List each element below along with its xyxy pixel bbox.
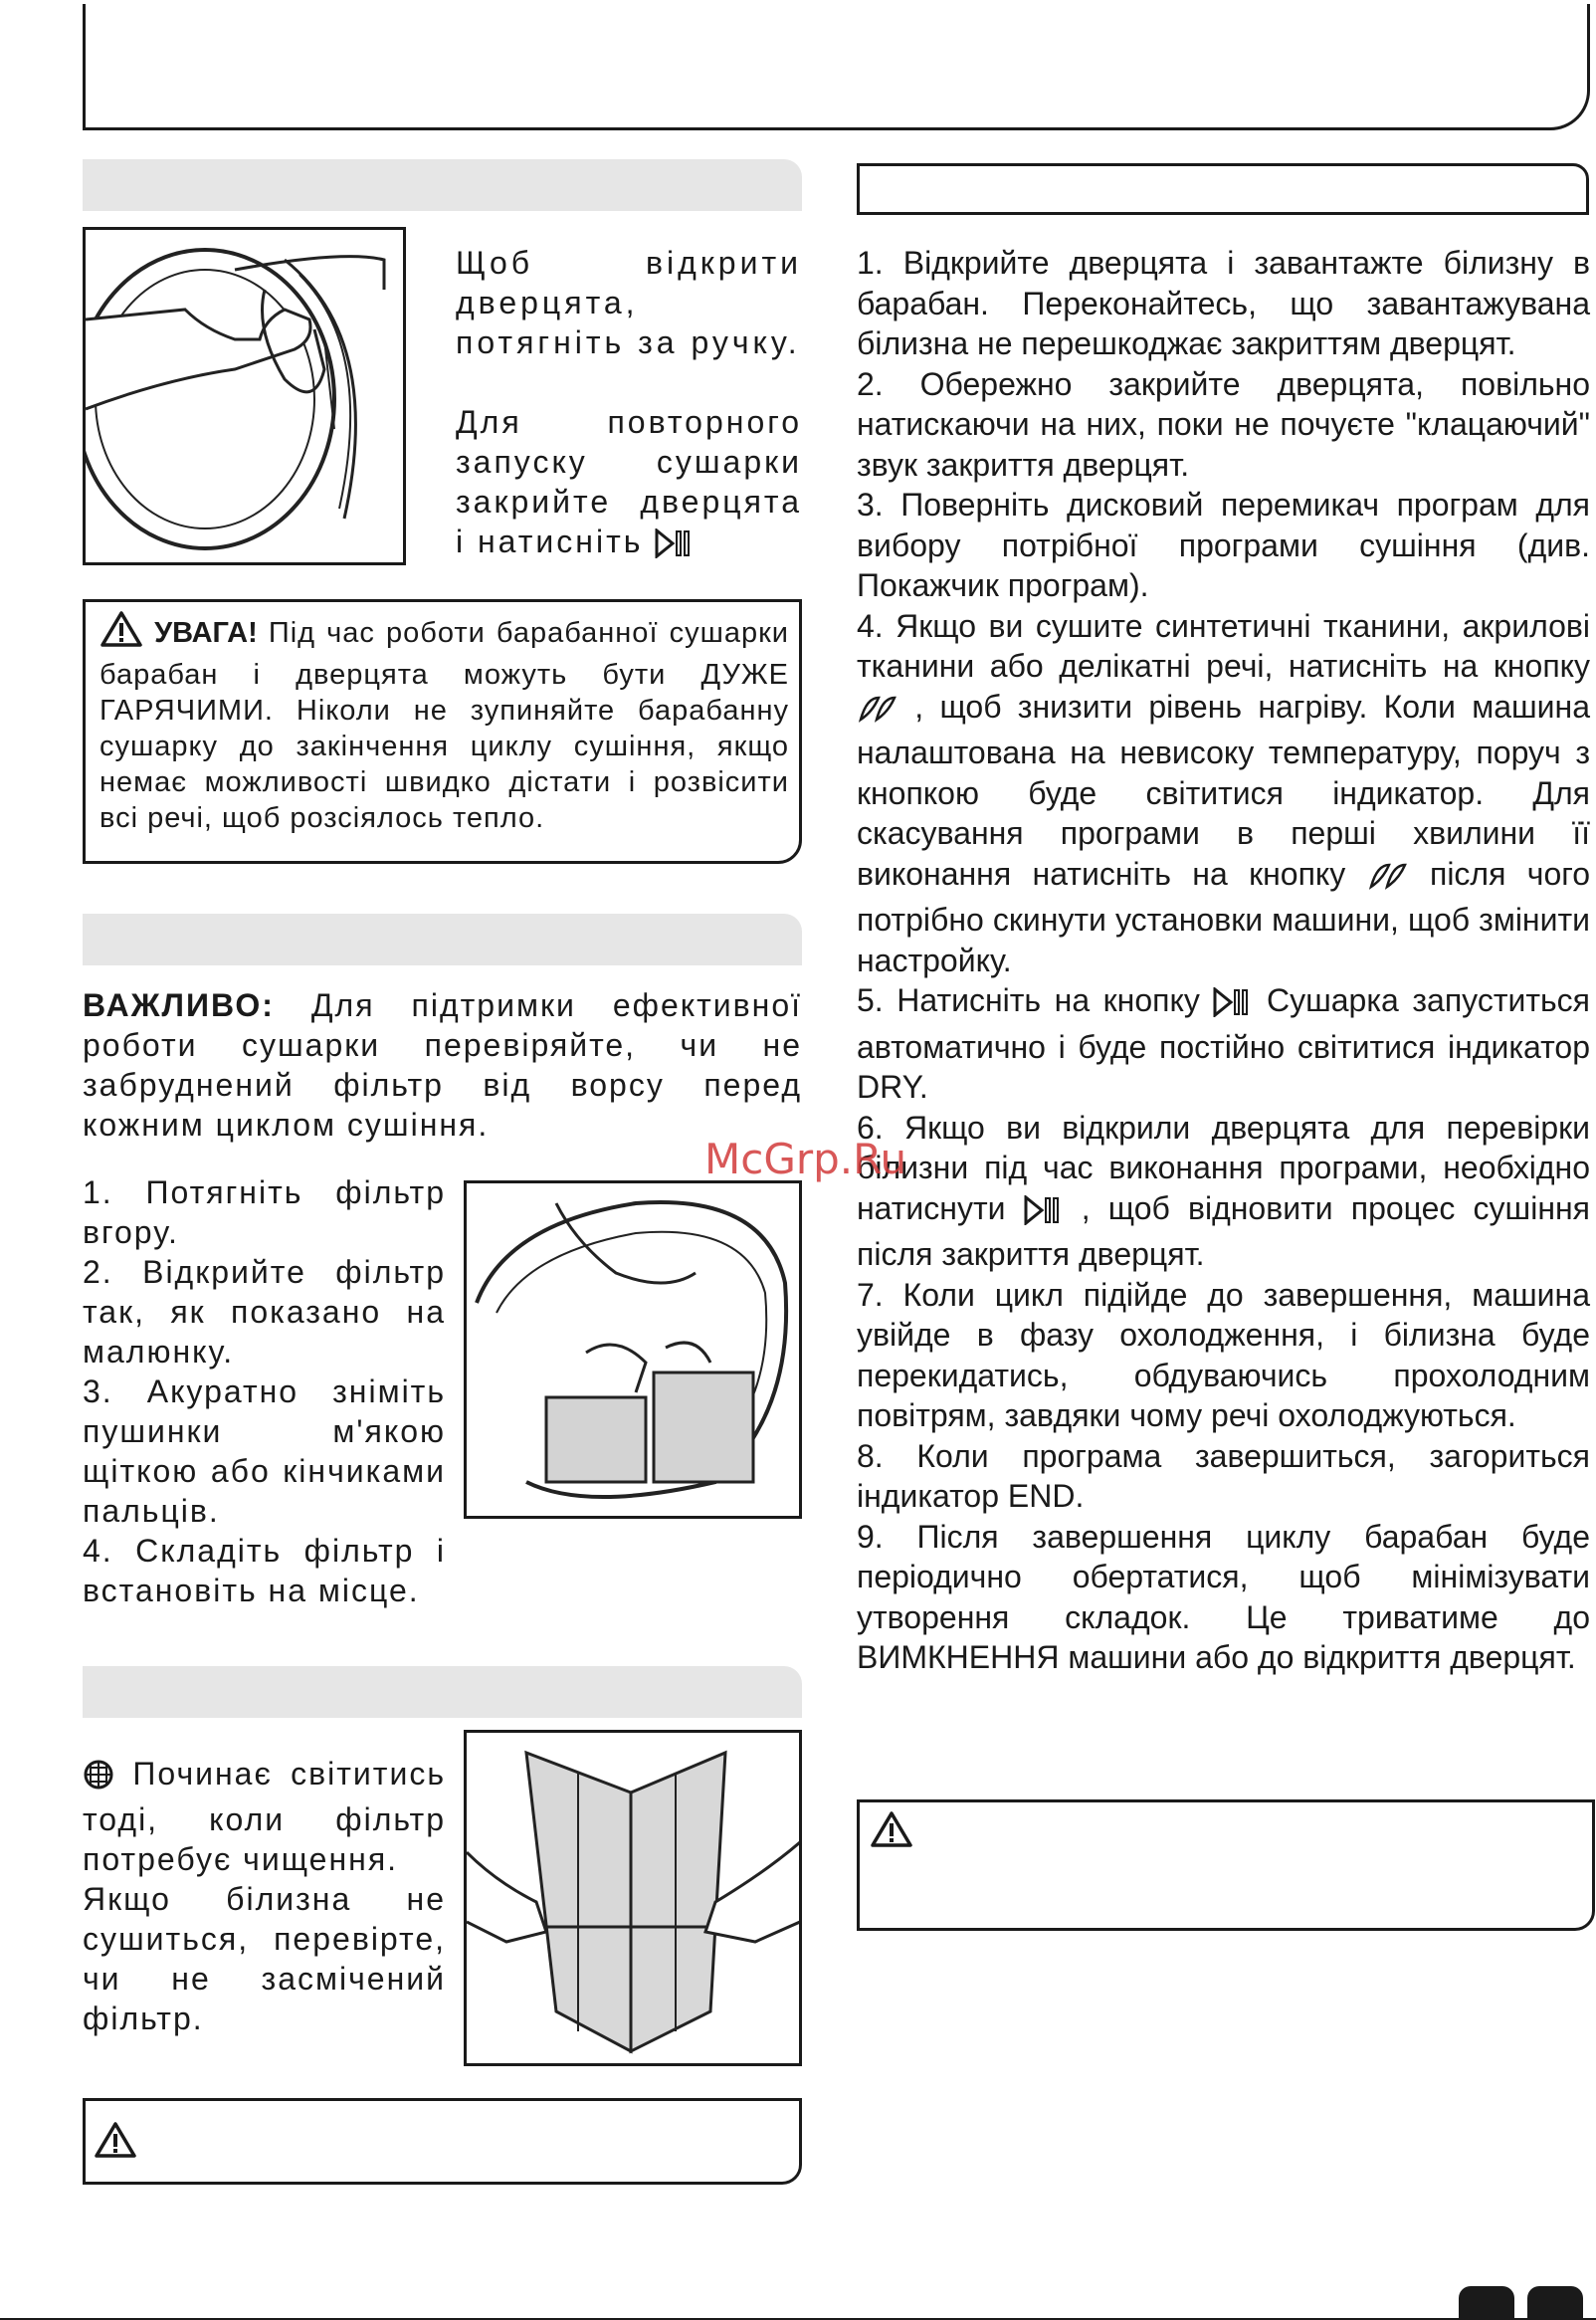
door-restart-text: Для повторного запуску сушарки закрийте дверцята і натисніть [456,404,802,559]
program-step: 8. Коли програма завершиться, загориться індикатор END. [857,1437,1590,1514]
program-step-4 [857,606,1590,981]
watermark: McGrp.Ru [704,1135,907,1183]
program-step-6 [857,1108,1590,1275]
indicator-section-bar [83,1666,802,1718]
filter-step: 1. Потягніть фільтр вгору. [83,1174,446,1250]
important-label: ВАЖЛИВО: [83,987,275,1023]
low-heat-icon [857,693,898,734]
program-step-4a: 4. Якщо ви сушите синтетичні тканини, акрилові тканини або делікатні речі, натисніть на кнопку [857,607,1590,684]
warning-text: Під час роботи барабанної сушарки барабан і дверцята можуть бути ДУЖЕ ГАРЯЧИМИ. Ніколи не зупиняйте барабанну сушарку до закінчення циклу сушіння, якщо немає можливості швидко дістати і розвісити всі речі, щоб розсіялось тепло. [100,617,789,834]
indicator-check-text: Якщо білизна не сушиться, перевірте, чи не засмічений фільтр. [83,1881,446,2036]
page-number-tab-right [1527,2286,1583,2320]
door-illustration [83,227,406,565]
hot-warning-box [83,599,802,864]
program-step-4c: після чого потрібно скинути установки машини, щоб змінити настройку. [857,855,1591,978]
program-step: 7. Коли цикл підійде до завершення, машина увійде в фазу охолодження, і білизна буде перекидатись, обдуваючись прохолодним повітрям, завдяки чому речі охолоджуються. [857,1276,1590,1433]
low-heat-icon [1367,860,1409,901]
program-section-bar [857,163,1589,215]
start-pause-icon [1024,1194,1064,1235]
indicator-text [83,1754,446,2038]
program-step-6a: 6. Якщо ви відкрили дверцята для перевірки білизни під час виконання програми, необхідно натиснути [857,1109,1590,1226]
program-step-5a: 5. Натисніть на кнопку [857,982,1200,1018]
program-steps [857,243,1590,1678]
program-warning-box [857,1799,1595,1931]
filter-steps [83,1172,446,1610]
program-step-5 [857,980,1590,1108]
door-section-bar [83,159,802,211]
program-step: 9. Після завершення циклу барабан буде періодично обертатися, щоб мінімізувати утворення складок. Це триватиме до ВИМКНЕННЯ машини або до відкриття дверцят. [857,1518,1590,1675]
page-number-tab-left [1459,2286,1514,2320]
filter-section-bar [83,914,802,965]
indicator-lights-text: Починає світитись тоді, коли фільтр потребує чищення. [83,1756,446,1877]
warning-label: УВАГА! [154,617,258,649]
warning-triangle-icon [870,1810,913,1853]
header-box [83,4,1590,130]
program-step-5b: Сушарка запуститься автоматично і буде постійно світитися індикатор DRY. [857,982,1591,1105]
door-text [456,243,802,567]
program-step-4b: , щоб знизити рівень нагріву. Коли машина налаштована на невисоку температуру, поруч з кнопкою буде світитися індикатор. Для скасування програми в перші хвилини її виконання натисніть на кнопку [857,688,1591,892]
program-step: 3. Поверніть дисковий перемикач програм для вибору потрібної програми сушіння (див. Покажчик програм). [857,487,1590,603]
filter-indicator-icon [83,1759,114,1799]
door-open-text: Щоб відкрити дверцята, потягніть за ручку. [456,245,802,360]
important-text: Для підтримки ефективної роботи сушарки перевіряйте, чи не забруднений фільтр від ворсу перед кожним циклом сушіння. [83,987,803,1143]
start-pause-icon [655,527,695,567]
filter-open-illustration [464,1730,802,2066]
door-restart-paragraph [456,402,802,567]
warning-triangle-icon [94,2121,137,2164]
filter-step: 4. Складіть фільтр і встановіть на місце. [83,1533,446,1608]
program-step: 2. Обережно закрийте дверцята, повільно натискаючи на них, поки не почуєте "клацаючий" звук закриття дверцят. [857,365,1590,483]
filter-step: 3. Акуратно зніміть пушинки м'якою щіткою або кінчиками пальців. [83,1373,446,1529]
filter-warning-box [83,2098,802,2185]
filter-step: 2. Відкрийте фільтр так, як показано на малюнку. [83,1254,446,1370]
start-pause-icon [1213,986,1253,1027]
program-step-6b: , щоб відновити процес сушіння після закриття дверцят. [857,1189,1591,1272]
filter-important [83,985,802,1145]
indicator-lights-paragraph [83,1754,446,1879]
warning-triangle-icon [100,610,143,657]
program-step: 1. Відкрийте дверцята і завантажте білизну в барабан. Переконайтесь, що завантажувана білизна не перешкоджає закриттям дверцят. [857,245,1590,361]
filter-illustration [464,1180,802,1519]
